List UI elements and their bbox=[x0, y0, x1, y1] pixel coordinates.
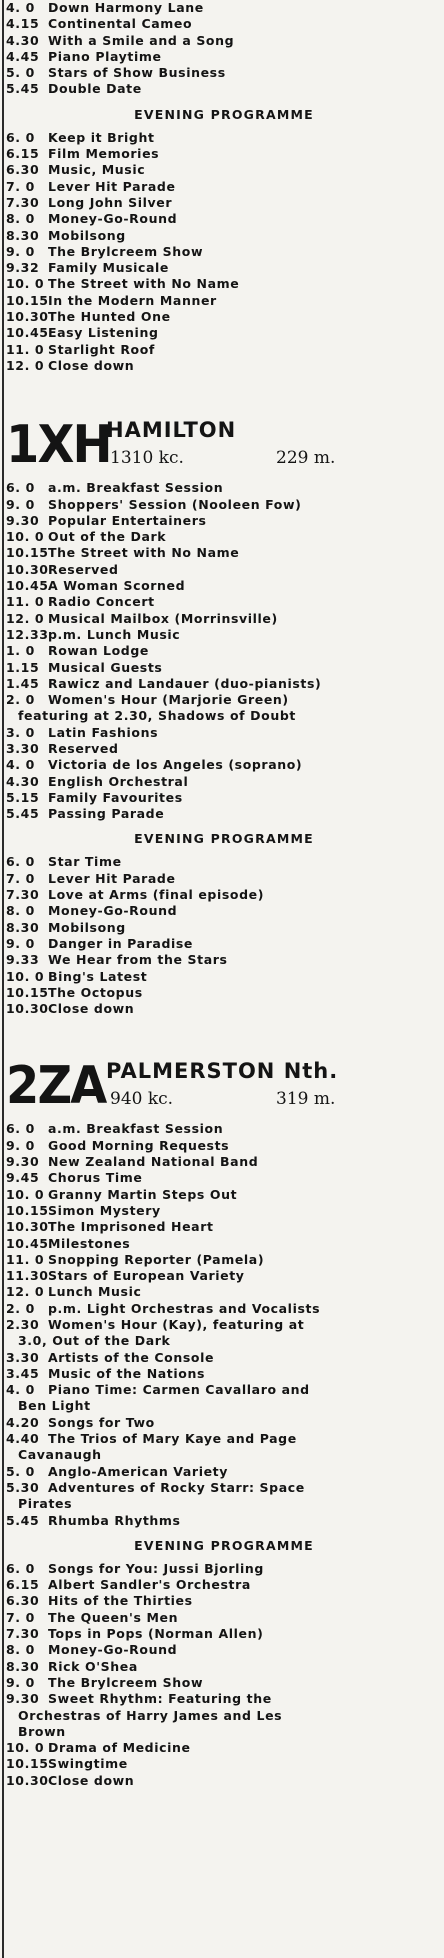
listing-programme: Granny Martin Steps Out bbox=[48, 1186, 238, 1202]
station-frequency: 1310 kc. bbox=[110, 448, 184, 469]
listing-programme: Rhumba Rhythms bbox=[48, 1512, 181, 1528]
listing-time: 4. 0 bbox=[6, 0, 35, 15]
listing-row bbox=[6, 1121, 442, 1137]
listing-row bbox=[6, 1236, 442, 1252]
listing-row bbox=[6, 1431, 442, 1447]
listing-row bbox=[6, 276, 442, 292]
listing-row bbox=[6, 725, 442, 741]
listing-programme: The Brylcreem Show bbox=[48, 1674, 204, 1690]
listing-programme: Radio Concert bbox=[48, 594, 155, 610]
listing-programme: Stars of European Variety bbox=[48, 1268, 245, 1284]
listing-row bbox=[6, 774, 442, 790]
listing-programme: Bing's Latest bbox=[48, 968, 148, 984]
listing-programme: Women's Hour (Kay), featuring at bbox=[48, 1317, 305, 1332]
listing-row bbox=[6, 513, 442, 529]
listing-programme: Starlight Roof bbox=[48, 341, 155, 357]
listing-programme: Popular Entertainers bbox=[48, 512, 207, 528]
listing-row bbox=[6, 854, 442, 870]
listing-row bbox=[6, 33, 442, 49]
listing-programme: Close down bbox=[48, 357, 135, 373]
listing-time: 9. 0 bbox=[6, 243, 35, 259]
listing-row bbox=[6, 1252, 442, 1268]
listing-time: 4.15 bbox=[6, 16, 40, 32]
listing-row bbox=[6, 1268, 442, 1284]
listing-time: 12. 0 bbox=[6, 357, 45, 373]
listing-programme: Brown bbox=[18, 1723, 66, 1739]
listing-row bbox=[6, 293, 442, 309]
listing-row bbox=[6, 1626, 442, 1642]
listing-row bbox=[6, 309, 442, 325]
listing-time: 6.15 bbox=[6, 146, 40, 162]
listing-time: 10.30 bbox=[6, 1219, 49, 1235]
listing-row bbox=[6, 936, 442, 952]
listing-time: 2.30 bbox=[6, 1317, 40, 1332]
listing-programme: Good Morning Requests bbox=[48, 1137, 230, 1153]
listing-time: 10.30 bbox=[6, 561, 49, 577]
listing-time: 10. 0 bbox=[6, 1186, 45, 1202]
listing-programme: Out of the Dark bbox=[48, 529, 167, 545]
listing-time: 10. 0 bbox=[6, 1740, 45, 1756]
station-wavelength: 229 m. bbox=[276, 448, 336, 469]
listing-row bbox=[6, 790, 442, 806]
listing-time: 4. 0 bbox=[6, 757, 35, 773]
listing-row bbox=[6, 228, 442, 244]
listing-row bbox=[6, 1398, 442, 1414]
listing-time: 4. 0 bbox=[6, 1382, 35, 1398]
listing-programme: Chorus Time bbox=[48, 1170, 143, 1186]
listing-time: 9.32 bbox=[6, 260, 40, 276]
listing-row bbox=[6, 1724, 442, 1740]
listing-programme: Close down bbox=[48, 1001, 135, 1017]
listing-row bbox=[6, 1219, 442, 1235]
listing-programme: Albert Sandler's Orchestra bbox=[48, 1577, 251, 1593]
listing-time: 7. 0 bbox=[6, 178, 35, 194]
listing-programme: Double Date bbox=[48, 81, 142, 97]
listing-programme: The Brylcreem Show bbox=[48, 243, 204, 259]
listing-row bbox=[6, 562, 442, 578]
listing-time: 8. 0 bbox=[6, 211, 35, 227]
listing-row bbox=[6, 1366, 442, 1382]
listing-programme: The Hunted One bbox=[48, 309, 171, 325]
listing-programme: The Street with No Name bbox=[48, 276, 240, 292]
listing-programme: Artists of the Console bbox=[48, 1349, 215, 1365]
listing-row bbox=[6, 1350, 442, 1366]
listing-time: 9. 0 bbox=[6, 496, 35, 512]
listing-row bbox=[6, 545, 442, 561]
listing-time: 12. 0 bbox=[6, 1284, 45, 1300]
listing-time: 3. 0 bbox=[6, 724, 35, 740]
station-2za bbox=[6, 1051, 442, 1789]
listing-time: 9.30 bbox=[6, 1154, 40, 1170]
listing-programme: Money-Go-Round bbox=[48, 1642, 178, 1658]
station-header bbox=[6, 410, 442, 480]
listing-row bbox=[6, 65, 442, 81]
listing-programme: Songs for You: Jussi Bjorling bbox=[48, 1560, 264, 1576]
daytime-listings bbox=[6, 0, 442, 98]
listing-programme: Family Favourites bbox=[48, 789, 183, 805]
listing-programme: Close down bbox=[48, 1772, 135, 1788]
listing-time: 11. 0 bbox=[6, 1251, 45, 1267]
listing-row bbox=[6, 1154, 442, 1170]
listing-programme: Rowan Lodge bbox=[48, 643, 149, 659]
listing-row bbox=[6, 627, 442, 643]
station-wavelength: 319 m. bbox=[276, 1089, 336, 1110]
listing-time: 10.15 bbox=[6, 1202, 49, 1218]
listing-row bbox=[6, 244, 442, 260]
listing-programme: Film Memories bbox=[48, 146, 160, 162]
listing-time: 10.45 bbox=[6, 578, 49, 594]
listing-row bbox=[6, 643, 442, 659]
listing-row bbox=[6, 806, 442, 822]
listing-row bbox=[6, 358, 442, 374]
listing-row bbox=[6, 920, 442, 936]
listing-row bbox=[6, 578, 442, 594]
listing-time: 4.30 bbox=[6, 773, 40, 789]
listing-row bbox=[6, 887, 442, 903]
listing-row bbox=[6, 146, 442, 162]
listing-row bbox=[6, 1642, 442, 1658]
listing-programme: Anglo-American Variety bbox=[48, 1463, 228, 1479]
listing-row bbox=[6, 1138, 442, 1154]
listing-programme: The Imprisoned Heart bbox=[48, 1219, 214, 1235]
listing-time: 8. 0 bbox=[6, 1642, 35, 1658]
listing-programme: Money-Go-Round bbox=[48, 211, 178, 227]
listing-programme: New Zealand National Band bbox=[48, 1154, 259, 1170]
listing-programme: Continental Cameo bbox=[48, 16, 193, 32]
listing-row bbox=[6, 1333, 442, 1349]
station-callsign: 1XH bbox=[6, 415, 111, 476]
listing-programme: Pirates bbox=[18, 1496, 73, 1512]
listing-time: 10.15 bbox=[6, 292, 49, 308]
listing-programme: The Street with No Name bbox=[48, 545, 240, 561]
listing-time: 3.45 bbox=[6, 1365, 40, 1381]
evening-listings bbox=[6, 130, 442, 374]
listing-time: 11. 0 bbox=[6, 341, 45, 357]
listing-time: 5.45 bbox=[6, 806, 40, 822]
section-continued bbox=[6, 0, 442, 374]
listing-row bbox=[6, 1382, 442, 1398]
station-header bbox=[6, 1051, 442, 1121]
listing-programme: The Trios of Mary Kaye and Page bbox=[48, 1431, 297, 1447]
listing-time: 11.30 bbox=[6, 1268, 49, 1284]
listing-row bbox=[6, 1561, 442, 1577]
listing-programme: Musical Mailbox (Morrinsville) bbox=[48, 610, 278, 626]
listing-row bbox=[6, 1610, 442, 1626]
listing-row bbox=[6, 1203, 442, 1219]
listing-row bbox=[6, 1773, 442, 1789]
listing-time: 10.15 bbox=[6, 1756, 49, 1772]
listing-time: 2. 0 bbox=[6, 1300, 35, 1316]
listing-time: 10.30 bbox=[6, 1772, 49, 1788]
station-callsign: 2ZA bbox=[6, 1056, 106, 1117]
listing-row bbox=[6, 1317, 442, 1333]
listing-programme: Swingtime bbox=[48, 1756, 128, 1772]
listing-programme: Simon Mystery bbox=[48, 1202, 161, 1218]
listing-programme: Latin Fashions bbox=[48, 724, 159, 740]
listing-time: 6. 0 bbox=[6, 1560, 35, 1576]
listing-row bbox=[6, 1756, 442, 1772]
listing-programme: Star Time bbox=[48, 854, 122, 870]
listing-row bbox=[6, 708, 442, 724]
listing-time: 5.45 bbox=[6, 1512, 40, 1528]
listing-programme: Piano Playtime bbox=[48, 48, 162, 64]
listing-programme: Stars of Show Business bbox=[48, 65, 226, 81]
listing-time: 8.30 bbox=[6, 1658, 40, 1674]
listing-row bbox=[6, 162, 442, 178]
listing-programme: Reserved bbox=[48, 561, 119, 577]
listing-row bbox=[6, 985, 442, 1001]
listing-time: 10.30 bbox=[6, 309, 49, 325]
listing-time: 1.15 bbox=[6, 659, 40, 675]
listing-programme: Songs for Two bbox=[48, 1414, 155, 1430]
listing-row bbox=[6, 16, 442, 32]
listing-time: 5. 0 bbox=[6, 1463, 35, 1479]
listing-programme: Cavanaugh bbox=[18, 1447, 102, 1463]
listing-time: 4.30 bbox=[6, 32, 40, 48]
listing-time: 8.30 bbox=[6, 919, 40, 935]
listing-programme: Love at Arms (final episode) bbox=[48, 887, 265, 903]
listing-time: 10.15 bbox=[6, 545, 49, 561]
listing-time: 10.45 bbox=[6, 325, 49, 341]
listing-time: 11. 0 bbox=[6, 594, 45, 610]
listing-row bbox=[6, 903, 442, 919]
listing-programme: Victoria de los Angeles (soprano) bbox=[48, 757, 303, 773]
listing-row bbox=[6, 1301, 442, 1317]
listing-row bbox=[6, 1170, 442, 1186]
listing-row bbox=[6, 529, 442, 545]
station-1xh bbox=[6, 410, 442, 1017]
listing-time: 2. 0 bbox=[6, 692, 35, 708]
listing-programme: English Orchestral bbox=[48, 773, 189, 789]
listing-programme: Hits of the Thirties bbox=[48, 1593, 193, 1609]
listing-row bbox=[6, 1659, 442, 1675]
listing-programme: Family Musicale bbox=[48, 260, 170, 276]
listing-programme: Easy Listening bbox=[48, 325, 159, 341]
listing-row bbox=[6, 611, 442, 627]
listing-programme: Snopping Reporter (Pamela) bbox=[48, 1251, 265, 1267]
listing-time: 6. 0 bbox=[6, 854, 35, 870]
listing-time: 12.33 bbox=[6, 626, 49, 642]
listing-time: 9. 0 bbox=[6, 935, 35, 951]
listing-programme: Lever Hit Parade bbox=[48, 178, 176, 194]
evening-listings bbox=[6, 1561, 442, 1789]
listing-time: 9.30 bbox=[6, 512, 40, 528]
listing-programme: 3.0, Out of the Dark bbox=[18, 1333, 171, 1349]
listing-time: 7. 0 bbox=[6, 870, 35, 886]
listing-programme: Piano Time: Carmen Cavallaro and bbox=[48, 1382, 310, 1398]
listing-programme: Danger in Paradise bbox=[48, 935, 193, 951]
listing-programme: With a Smile and a Song bbox=[48, 32, 235, 48]
listing-time: 7.30 bbox=[6, 1626, 40, 1642]
listing-row bbox=[6, 0, 442, 16]
daytime-listings bbox=[6, 480, 442, 822]
station-city: PALMERSTON Nth. bbox=[106, 1059, 339, 1084]
listing-row bbox=[6, 1593, 442, 1609]
listing-time: 9.33 bbox=[6, 952, 40, 968]
listing-time: 8.30 bbox=[6, 227, 40, 243]
listing-time: 7.30 bbox=[6, 887, 40, 903]
listing-row bbox=[6, 195, 442, 211]
listing-time: 10.30 bbox=[6, 1001, 49, 1017]
left-column-rule bbox=[2, 0, 4, 1958]
listing-programme: Shoppers' Session (Nooleen Fow) bbox=[48, 496, 302, 512]
listing-time: 4.20 bbox=[6, 1414, 40, 1430]
listing-time: 5.15 bbox=[6, 789, 40, 805]
listing-time: 7.30 bbox=[6, 194, 40, 210]
listing-time: 7. 0 bbox=[6, 1609, 35, 1625]
station-city: HAMILTON bbox=[106, 418, 237, 443]
listing-row bbox=[6, 260, 442, 276]
listing-time: 9.30 bbox=[6, 1691, 40, 1707]
listing-time: 4.45 bbox=[6, 48, 40, 64]
listing-row bbox=[6, 1496, 442, 1512]
listing-time: 9. 0 bbox=[6, 1674, 35, 1690]
listing-programme: The Queen's Men bbox=[48, 1609, 179, 1625]
listing-row bbox=[6, 1480, 442, 1496]
listing-programme: Adventures of Rocky Starr: Space bbox=[48, 1479, 305, 1495]
listing-programme: Ben Light bbox=[18, 1398, 91, 1414]
listing-programme: Lever Hit Parade bbox=[48, 870, 176, 886]
listing-row bbox=[6, 49, 442, 65]
listing-programme: Milestones bbox=[48, 1235, 131, 1251]
evening-heading: EVENING PROGRAMME bbox=[134, 1537, 314, 1553]
listing-programme: In the Modern Manner bbox=[48, 292, 217, 308]
listing-time: 10. 0 bbox=[6, 968, 45, 984]
listing-programme: Sweet Rhythm: Featuring the bbox=[48, 1691, 272, 1707]
listing-time: 6.15 bbox=[6, 1577, 40, 1593]
listing-row bbox=[6, 741, 442, 757]
listing-programme: Mobilsong bbox=[48, 919, 126, 935]
evening-heading: EVENING PROGRAMME bbox=[134, 106, 314, 122]
listing-row bbox=[6, 1447, 442, 1463]
station-frequency: 940 kc. bbox=[110, 1089, 174, 1110]
listing-row bbox=[6, 81, 442, 97]
listing-programme: p.m. Light Orchestras and Vocalists bbox=[48, 1300, 321, 1316]
listing-programme: Drama of Medicine bbox=[48, 1740, 191, 1756]
listing-row bbox=[6, 1464, 442, 1480]
evening-heading: EVENING PROGRAMME bbox=[134, 831, 314, 847]
listing-row bbox=[6, 757, 442, 773]
listing-programme: A Woman Scorned bbox=[48, 578, 186, 594]
listing-row bbox=[6, 342, 442, 358]
daytime-listings bbox=[6, 1121, 442, 1528]
listing-programme: Rick O'Shea bbox=[48, 1658, 138, 1674]
listing-time: 12. 0 bbox=[6, 610, 45, 626]
listing-row bbox=[6, 1415, 442, 1431]
listing-programme: Keep it Bright bbox=[48, 129, 155, 145]
listing-programme: Orchestras of Harry James and Les bbox=[18, 1707, 283, 1723]
listing-programme: Rawicz and Landauer (duo-pianists) bbox=[48, 675, 322, 691]
listing-row bbox=[6, 1691, 442, 1707]
listing-programme: Musical Guests bbox=[48, 659, 163, 675]
listing-programme: The Octopus bbox=[48, 984, 143, 1000]
listing-programme: a.m. Breakfast Session bbox=[48, 480, 224, 496]
listing-programme: Tops in Pops (Norman Allen) bbox=[48, 1626, 264, 1642]
listing-programme: Long John Silver bbox=[48, 194, 173, 210]
listing-row bbox=[6, 594, 442, 610]
listing-row bbox=[6, 676, 442, 692]
listing-row bbox=[6, 1577, 442, 1593]
listing-programme: Music, Music bbox=[48, 162, 146, 178]
listing-programme: We Hear from the Stars bbox=[48, 952, 228, 968]
listing-time: 1.45 bbox=[6, 675, 40, 691]
listing-row bbox=[6, 660, 442, 676]
listing-row bbox=[6, 1740, 442, 1756]
listing-row bbox=[6, 1001, 442, 1017]
listing-time: 4.40 bbox=[6, 1431, 40, 1447]
listing-time: 8. 0 bbox=[6, 903, 35, 919]
listing-time: 6.30 bbox=[6, 1593, 40, 1609]
listing-time: 3.30 bbox=[6, 1349, 40, 1365]
evening-listings bbox=[6, 854, 442, 1017]
listing-row bbox=[6, 1708, 442, 1724]
listing-row bbox=[6, 211, 442, 227]
listing-time: 6. 0 bbox=[6, 1121, 35, 1137]
listing-time: 10. 0 bbox=[6, 276, 45, 292]
listing-row bbox=[6, 325, 442, 341]
listing-time: 9.45 bbox=[6, 1170, 40, 1186]
listing-row bbox=[6, 1284, 442, 1300]
listing-time: 10.45 bbox=[6, 1235, 49, 1251]
listing-row bbox=[6, 130, 442, 146]
listing-programme: p.m. Lunch Music bbox=[48, 626, 181, 642]
listing-programme: a.m. Breakfast Session bbox=[48, 1121, 224, 1137]
listing-row bbox=[6, 1187, 442, 1203]
listing-time: 9. 0 bbox=[6, 1137, 35, 1153]
listing-row bbox=[6, 871, 442, 887]
listing-time: 6.30 bbox=[6, 162, 40, 178]
listing-time: 5.45 bbox=[6, 81, 40, 97]
listing-row bbox=[6, 1675, 442, 1691]
listing-programme: Money-Go-Round bbox=[48, 903, 178, 919]
listing-row bbox=[6, 179, 442, 195]
listing-programme: Mobilsong bbox=[48, 227, 126, 243]
listing-time: 6. 0 bbox=[6, 480, 35, 496]
listing-time: 10.15 bbox=[6, 984, 49, 1000]
listing-time: 10. 0 bbox=[6, 529, 45, 545]
listing-time: 6. 0 bbox=[6, 129, 35, 145]
listing-time: 1. 0 bbox=[6, 643, 35, 659]
listing-programme: Reserved bbox=[48, 740, 119, 756]
listing-row bbox=[6, 1513, 442, 1529]
listing-programme: Passing Parade bbox=[48, 806, 165, 822]
listing-programme: Women's Hour (Marjorie Green) bbox=[48, 692, 289, 708]
listing-time: 5.30 bbox=[6, 1479, 40, 1495]
listing-time: 3.30 bbox=[6, 740, 40, 756]
listing-programme: featuring at 2.30, Shadows of Doubt bbox=[18, 708, 296, 724]
listing-time: 5. 0 bbox=[6, 65, 35, 81]
listing-programme: Lunch Music bbox=[48, 1284, 142, 1300]
listing-row bbox=[6, 692, 442, 708]
listing-programme: Music of the Nations bbox=[48, 1365, 205, 1381]
listing-row bbox=[6, 969, 442, 985]
listing-programme: Down Harmony Lane bbox=[48, 0, 204, 15]
listings-column bbox=[6, 0, 442, 1789]
listing-row bbox=[6, 952, 442, 968]
listing-row bbox=[6, 480, 442, 496]
listing-row bbox=[6, 497, 442, 513]
